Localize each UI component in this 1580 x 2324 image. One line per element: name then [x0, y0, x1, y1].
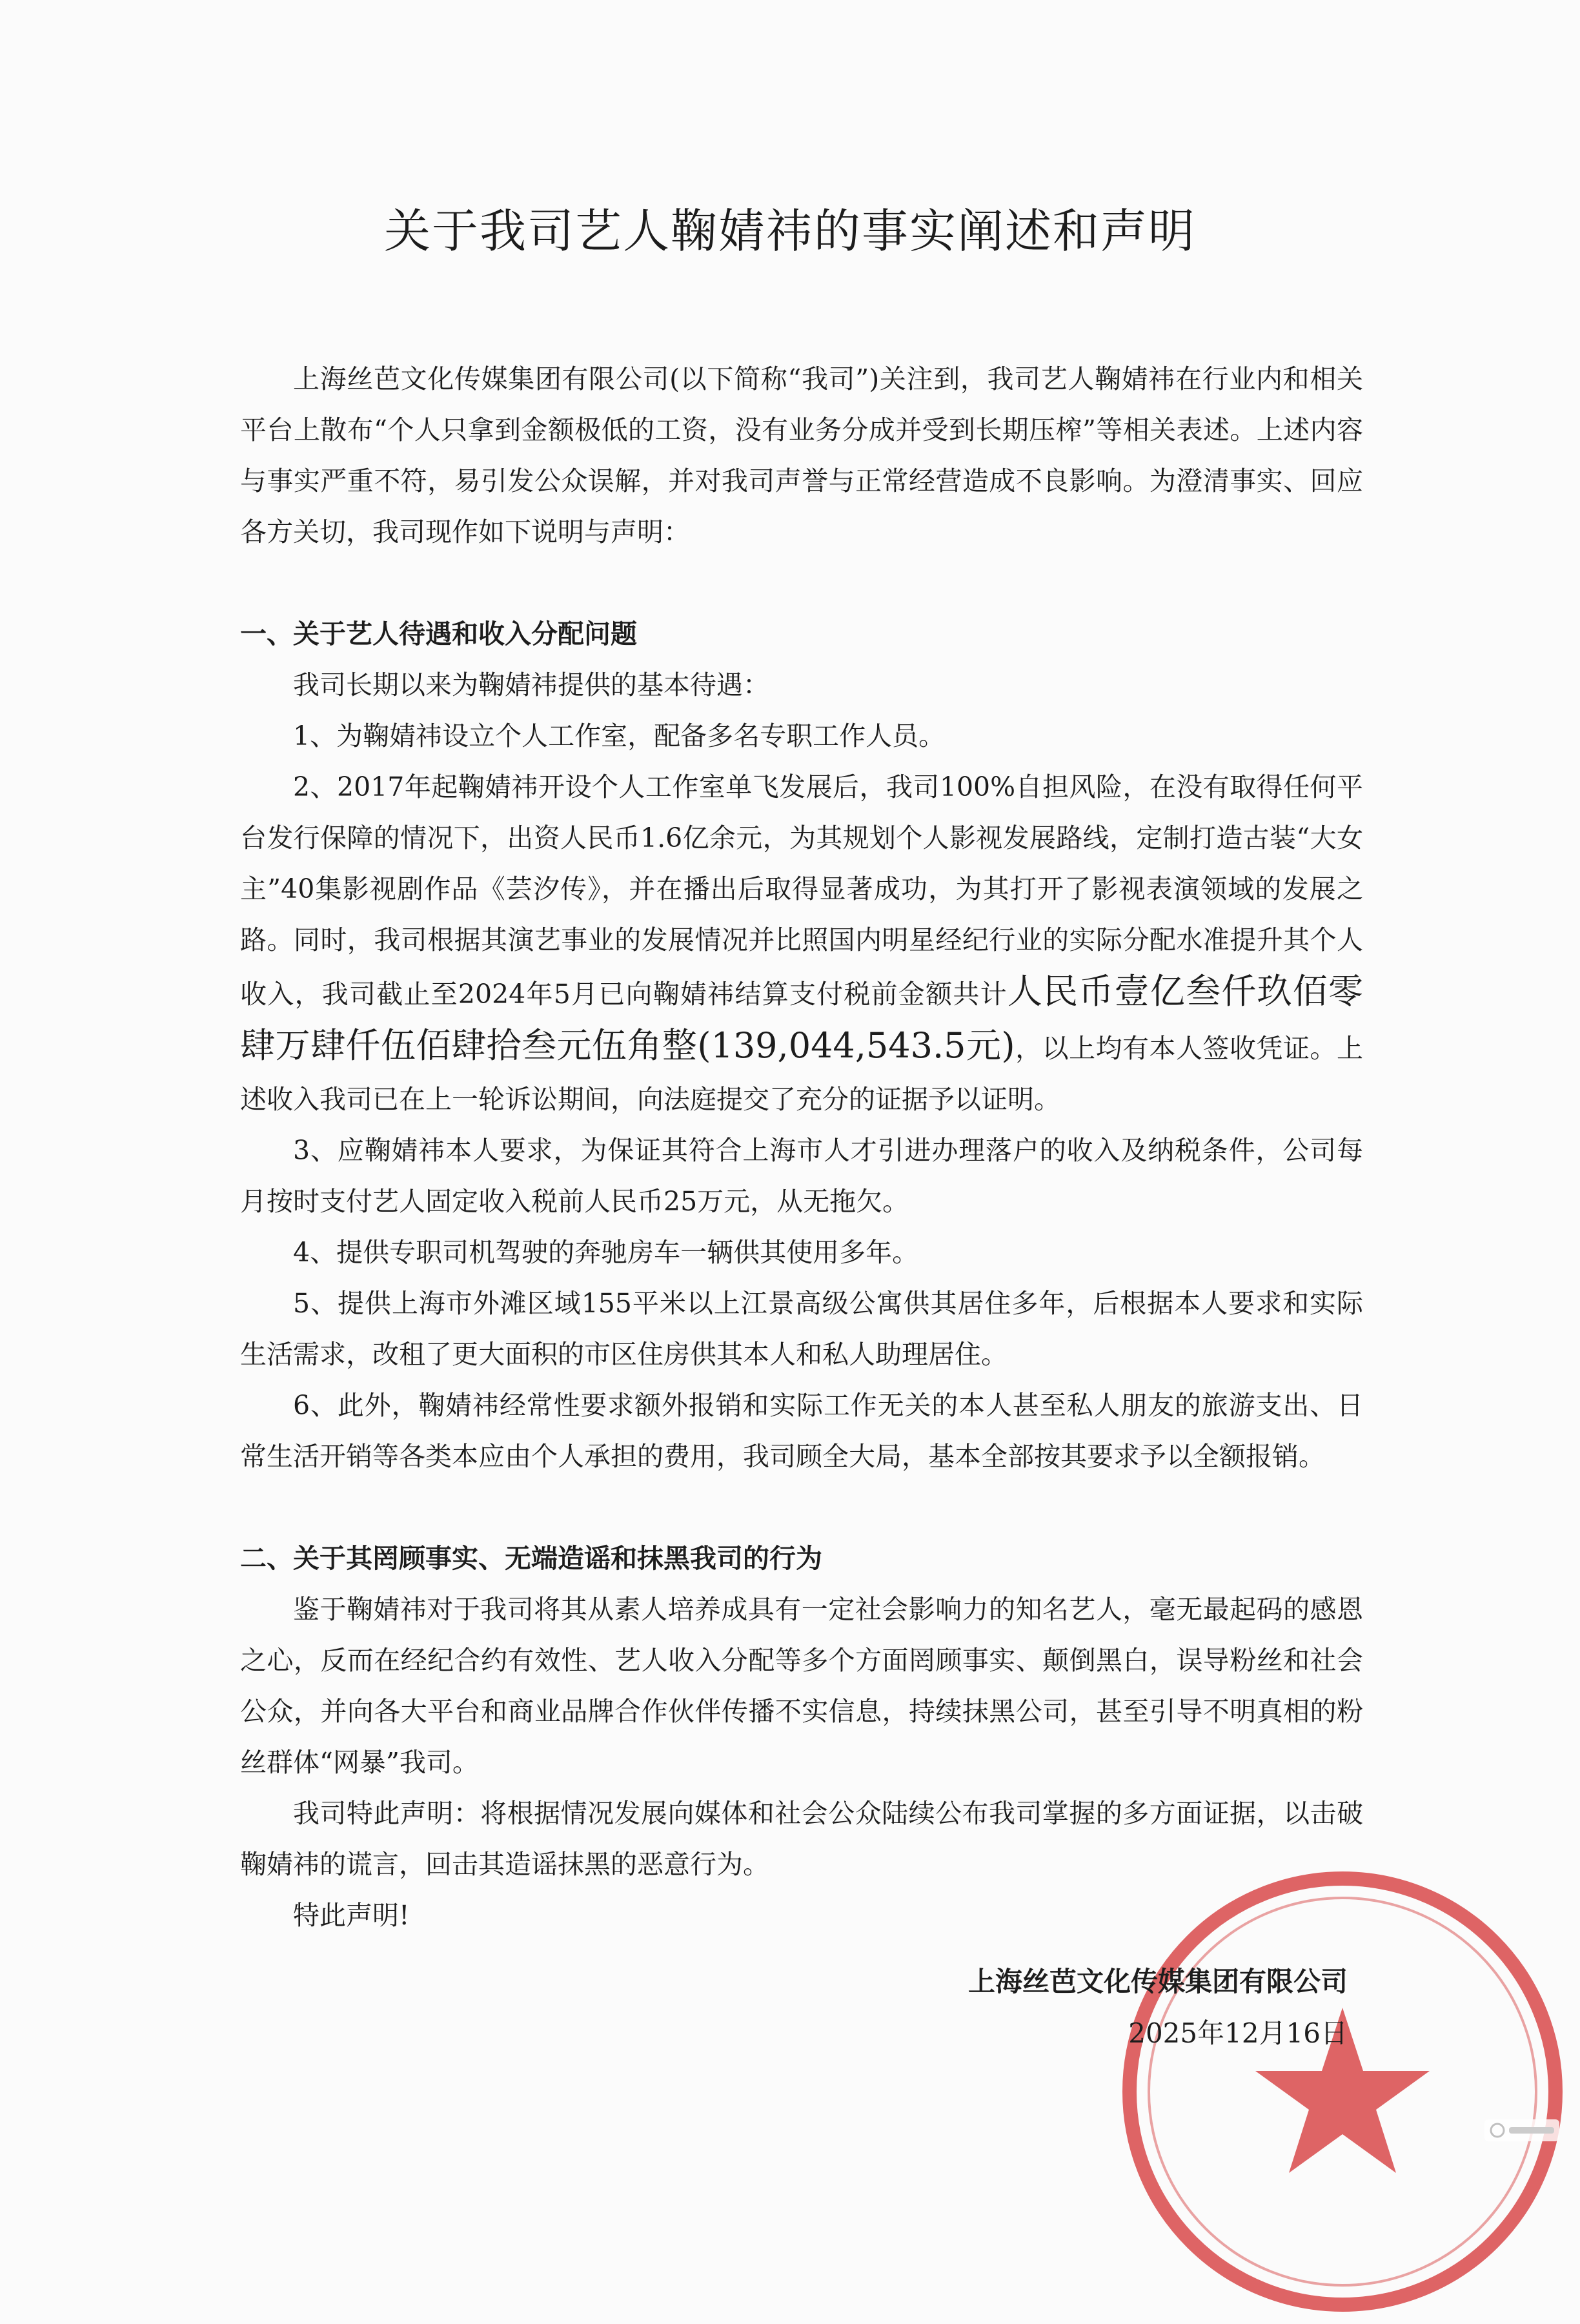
item2-text-a: 2、2017年起鞠婧祎开设个人工作室单飞发展后，我司100%自担风险，在没有取得任何平台发行保障的情况下，出资人民币1.6亿余元，为其规划个人影视发展路线，定制打造古装“大女主”40集影视剧作品《芸汐传》，并在播出后取得显著成功，为其打开了影视表演领域的发展之路。同时，我司根据其演艺事业的发展情况并比照国内明星经纪行业的实际分配水准提升其个人收入，我司截止至2024年5月已向鞠婧祎结算支付税前金额共计	[240, 771, 1363, 1010]
section2-paragraph-1: 鉴于鞠婧祎对于我司将其从素人培养成具有一定社会影响力的知名艺人，毫无最起码的感恩之心，反而在经纪合约有效性、艺人收入分配等多个方面罔顾事实、颠倒黑白，误导粉丝和社会公众，并向各大平台和商业品牌合作伙伴传播不实信息，持续抹黑公司，甚至引导不明真相的粉丝群体“网暴”我司。	[240, 1594, 1363, 1778]
section1-item-2	[240, 762, 1363, 1125]
section1-item-3: 3、应鞠婧祎本人要求，为保证其符合上海市人才引进办理落户的收入及纳税条件，公司每月按时支付艺人固定收入税前人民币25万元，从无拖欠。	[240, 1135, 1363, 1217]
company-seal	[1110, 1859, 1575, 2324]
signature-company: 上海丝芭文化传媒集团有限公司	[967, 1966, 1348, 1997]
item2-amount: 人民币壹亿叁仟玖佰零肆万肆仟伍佰肆拾叁元伍角整(139,044,543.5元)	[240, 971, 1363, 1066]
section1-item-1: 1、为鞠婧祎设立个人工作室，配备多名专职工作人员。	[293, 720, 946, 751]
section1-item-4: 4、提供专职司机驾驶的奔驰房车一辆供其使用多年。	[293, 1237, 919, 1268]
closing-line: 特此声明!	[293, 1900, 410, 1931]
document-body	[240, 354, 1363, 1941]
document-title: 关于我司艺人鞠婧祎的事实阐述和声明	[383, 204, 1196, 258]
watermark-icon	[1483, 2114, 1561, 2146]
section1-item-6: 6、此外，鞠婧祎经常性要求额外报销和实际工作无关的本人甚至私人朋友的旅游支出、日常生活开销等各类本应由个人承担的费用，我司顾全大局，基本全部按其要求予以全额报销。	[240, 1390, 1363, 1472]
section1-heading: 一、关于艺人待遇和收入分配问题	[240, 618, 637, 649]
intro-paragraph: 上海丝芭文化传媒集团有限公司(以下简称“我司”)关注到，我司艺人鞠婧祎在行业内和相关平台上散布“个人只拿到金额极低的工资，没有业务分成并受到长期压榨”等相关表述。上述内容与事实严重不符，易引发公众误解，并对我司声誉与正常经营造成不良影响。为澄清事实、回应各方关切，我司现作如下说明与声明：	[240, 363, 1363, 547]
section1-lead: 我司长期以来为鞠婧祎提供的基本待遇：	[293, 669, 769, 700]
section1-item-5: 5、提供上海市外滩区域155平米以上江景高级公寓供其居住多年，后根据本人要求和实际生活需求，改租了更大面积的市区住房供其本人和私人助理居住。	[240, 1288, 1363, 1370]
signature-date: 2025年12月16日	[1128, 2017, 1348, 2049]
section2-paragraph-2: 我司特此声明：将根据情况发展向媒体和社会公众陆续公布我司掌握的多方面证据，以击破鞠婧祎的谎言，回击其造谣抹黑的恶意行为。	[240, 1798, 1363, 1880]
section2-heading: 二、关于其罔顾事实、无端造谣和抹黑我司的行为	[240, 1543, 822, 1574]
item2-text-b: ，以上均有本人签收凭证。上述收入我司已在上一轮诉讼期间，向法庭提交了充分的证据予以证明。	[240, 1033, 1363, 1115]
